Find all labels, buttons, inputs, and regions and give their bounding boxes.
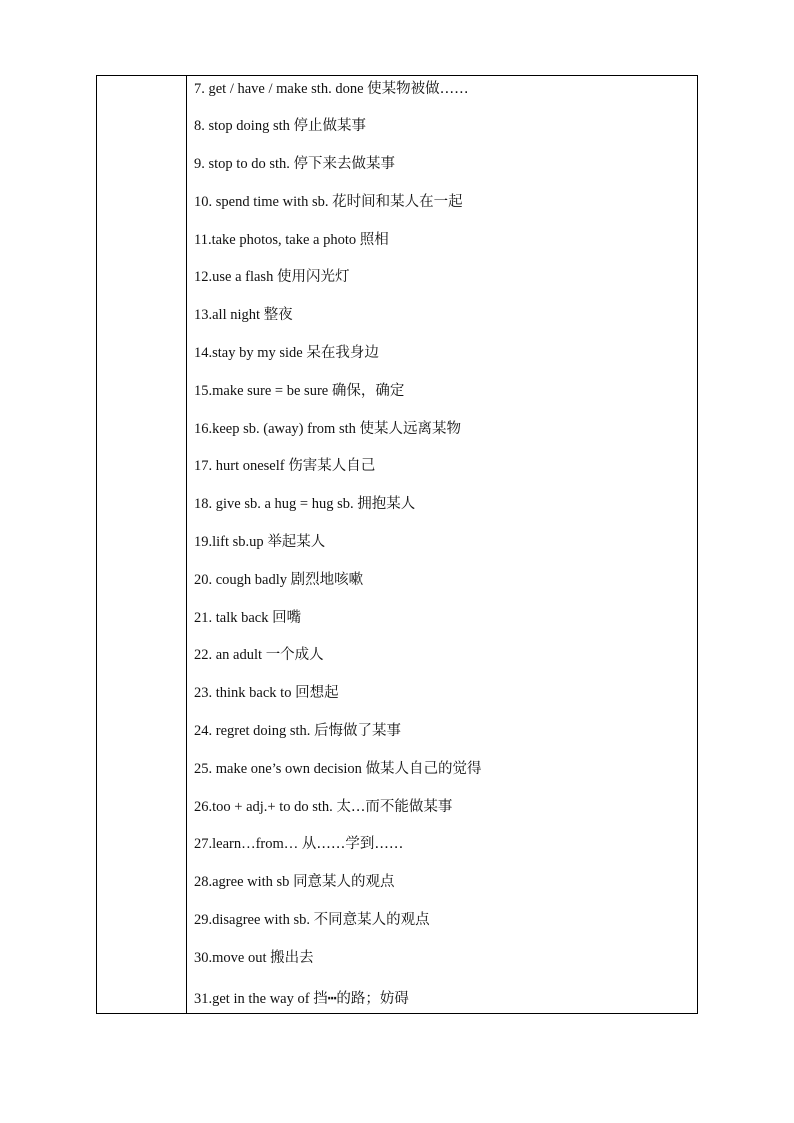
phrase-item: 25. make one’s own decision 做某人自己的觉得	[194, 761, 482, 777]
phrase-item: 27.learn…from… 从……学到……	[194, 836, 404, 852]
phrase-item: 12.use a flash 使用闪光灯	[194, 269, 350, 285]
phrase-item: 21. talk back 回嘴	[194, 610, 302, 626]
phrase-item: 18. give sb. a hug = hug sb. 拥抱某人	[194, 496, 416, 512]
vocabulary-table	[96, 75, 698, 1014]
phrase-item: 7. get / have / make sth. done 使某物被做……	[194, 81, 469, 97]
left-empty-cell	[97, 76, 186, 1013]
phrase-list-cell	[194, 76, 697, 1013]
phrase-item: 11.take photos, take a photo 照相	[194, 232, 389, 248]
phrase-item: 28.agree with sb 同意某人的观点	[194, 874, 395, 890]
phrase-item: 14.stay by my side 呆在我身边	[194, 345, 379, 361]
phrase-item: 19.lift sb.up 举起某人	[194, 534, 326, 550]
phrase-item: 23. think back to 回想起	[194, 685, 339, 701]
phrase-item: 31.get in the way of 挡┅的路；妨碍	[194, 991, 409, 1007]
phrase-item: 24. regret doing sth. 后悔做了某事	[194, 723, 402, 739]
phrase-item: 26.too + adj.+ to do sth. 太…而不能做某事	[194, 799, 453, 815]
phrase-item: 20. cough badly 剧烈地咳嗽	[194, 572, 364, 588]
phrase-item: 22. an adult 一个成人	[194, 647, 324, 663]
phrase-item: 29.disagree with sb. 不同意某人的观点	[194, 912, 430, 928]
column-divider	[186, 76, 187, 1013]
phrase-item: 17. hurt oneself 伤害某人自己	[194, 458, 376, 474]
phrase-item: 13.all night 整夜	[194, 307, 293, 323]
phrase-item: 15.make sure = be sure 确保，确定	[194, 383, 405, 399]
phrase-item: 16.keep sb. (away) from sth 使某人远离某物	[194, 421, 461, 437]
phrase-item: 9. stop to do sth. 停下来去做某事	[194, 156, 395, 172]
phrase-item: 8. stop doing sth 停止做某事	[194, 118, 366, 134]
phrase-item: 10. spend time with sb. 花时间和某人在一起	[194, 194, 463, 210]
phrase-item: 30.move out 搬出去	[194, 950, 314, 966]
